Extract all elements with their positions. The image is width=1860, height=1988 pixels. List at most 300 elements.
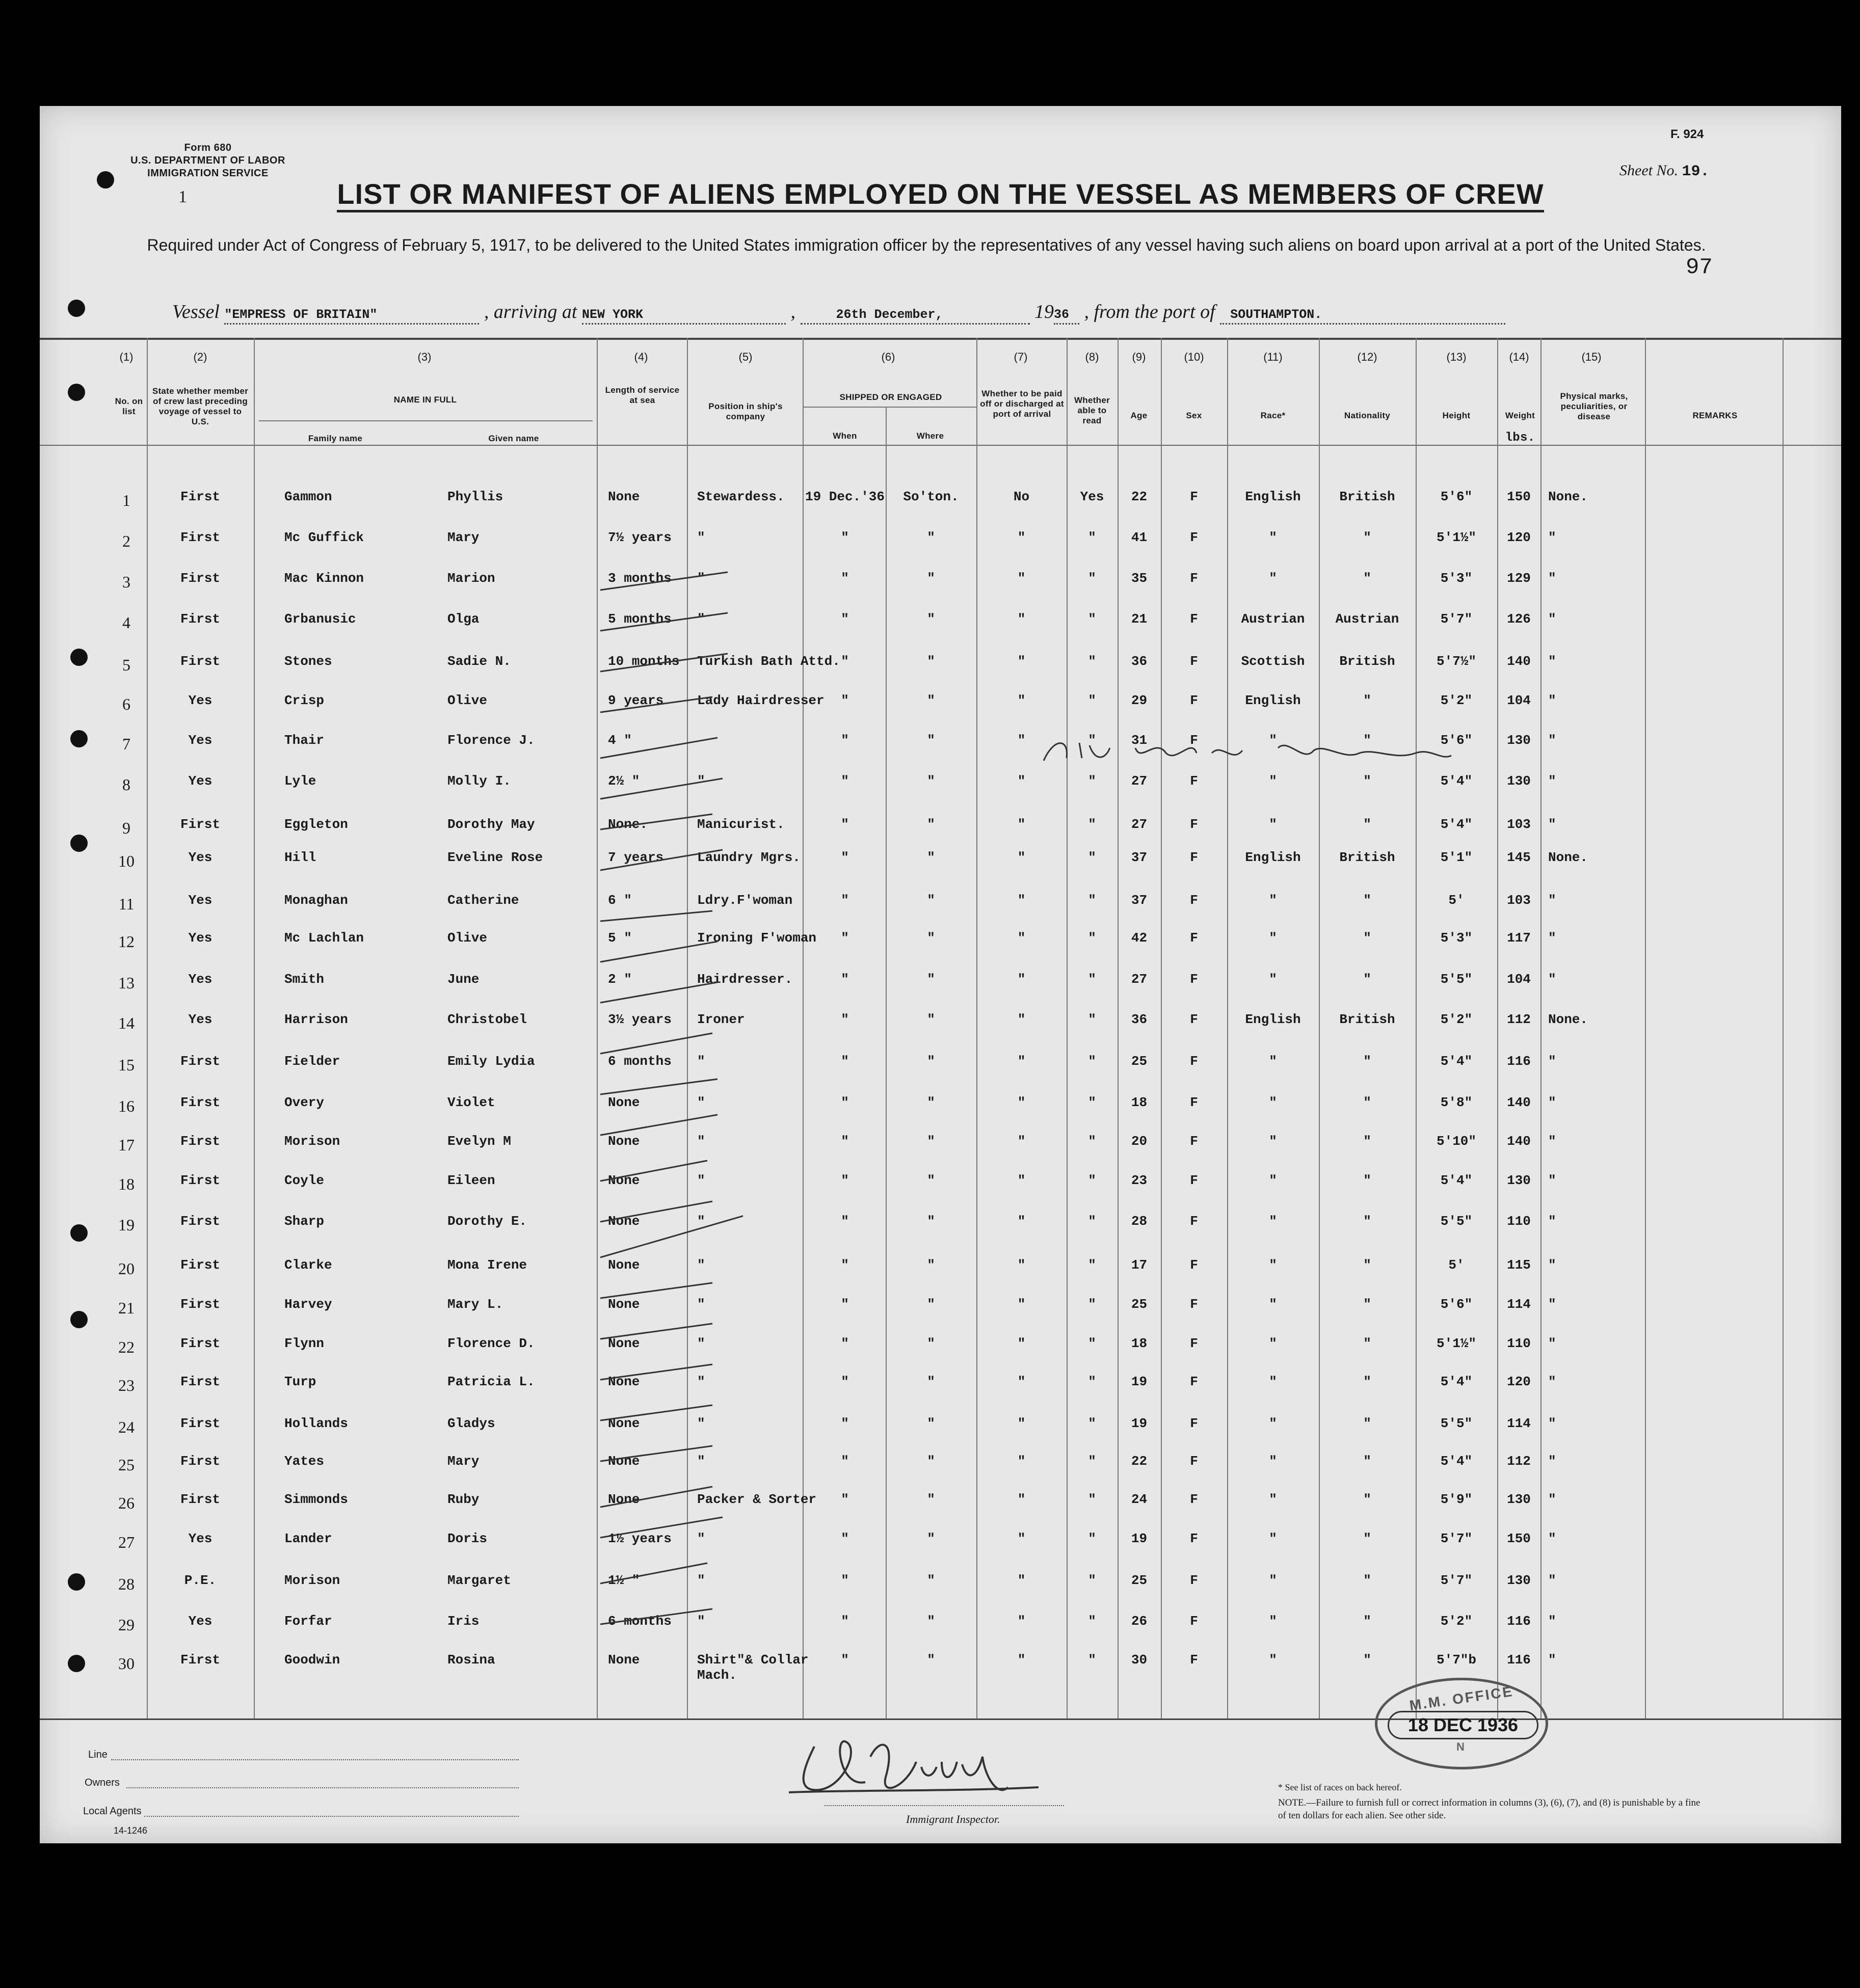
able-to-read-cell: " xyxy=(1088,1012,1096,1027)
crew-status-cell: First xyxy=(180,1374,220,1389)
physical-marks-cell: " xyxy=(1548,1336,1556,1351)
sex-cell: F xyxy=(1190,1492,1198,1507)
weight-cell: 103 xyxy=(1507,893,1531,908)
sex-cell: F xyxy=(1190,489,1198,504)
shipped-when-cell: " xyxy=(841,930,849,946)
position-cell: " xyxy=(697,1297,705,1312)
table-row xyxy=(40,611,1841,642)
year-prefix: 19 xyxy=(1034,301,1054,323)
stamp-bottom: N xyxy=(1456,1740,1467,1753)
column-number: (13) xyxy=(1446,351,1467,363)
physical-marks-cell: " xyxy=(1548,1652,1556,1668)
race-cell: English xyxy=(1245,1012,1301,1027)
physical-marks-cell: " xyxy=(1548,530,1556,545)
family-name-cell: Morison xyxy=(284,1573,340,1588)
physical-marks-cell: " xyxy=(1548,1416,1556,1431)
shipped-when-cell: " xyxy=(841,1454,849,1469)
header-family-name: Family name xyxy=(308,434,363,443)
able-to-read-cell: " xyxy=(1088,1454,1096,1469)
given-name-cell: Phyllis xyxy=(447,489,503,504)
table-row xyxy=(40,530,1841,560)
stamp-office: M.M. OFFICE xyxy=(1408,1683,1514,1714)
form-code: F. 924 xyxy=(1670,127,1704,141)
form-header-left xyxy=(106,142,310,180)
paid-off-cell: " xyxy=(1017,654,1026,669)
line-number: 26 xyxy=(118,1494,135,1512)
footer-star-note: * See list of races on back hereof. xyxy=(1278,1782,1402,1792)
department-name: U.S. DEPARTMENT OF LABOR xyxy=(130,155,285,166)
age-cell: 36 xyxy=(1131,1012,1148,1027)
header-name-in-full: NAME IN FULL xyxy=(393,395,457,405)
family-name-cell: Fielder xyxy=(284,1054,340,1069)
nationality-cell: " xyxy=(1363,972,1371,987)
shipped-when-cell: " xyxy=(841,850,849,865)
weight-cell: 110 xyxy=(1507,1214,1531,1229)
arrival-port: NEW YORK xyxy=(582,307,644,322)
weight-cell: 103 xyxy=(1507,817,1531,832)
crew-status-cell: Yes xyxy=(188,693,212,708)
family-name-cell: Smith xyxy=(284,972,325,987)
footer-form-code: 14-1246 xyxy=(114,1825,148,1836)
weight-cell: 140 xyxy=(1507,1095,1531,1110)
family-name-cell: Flynn xyxy=(284,1336,325,1351)
header-no-on-list: No. on list xyxy=(115,396,143,416)
given-name-cell: Florence D. xyxy=(447,1336,535,1351)
stamp-date: 18 DEC 1936 xyxy=(1388,1711,1538,1739)
table-row xyxy=(40,1012,1841,1042)
position-cell: " xyxy=(697,1257,705,1273)
line-number: 11 xyxy=(118,895,135,913)
age-cell: 27 xyxy=(1131,773,1148,789)
footer-line-label: Line xyxy=(88,1749,108,1760)
race-cell: " xyxy=(1269,1257,1277,1273)
age-cell: 19 xyxy=(1131,1374,1148,1389)
nationality-cell: " xyxy=(1363,1573,1371,1588)
paid-off-cell: " xyxy=(1017,1492,1026,1507)
sex-cell: F xyxy=(1190,1012,1198,1027)
physical-marks-cell: " xyxy=(1548,654,1556,669)
shipped-where-cell: " xyxy=(927,1614,935,1629)
height-cell: 5'3" xyxy=(1440,571,1473,586)
weight-cell: 112 xyxy=(1507,1012,1531,1027)
able-to-read-cell: " xyxy=(1088,1257,1096,1273)
shipped-when-cell: " xyxy=(841,530,849,545)
family-name-cell: Grbanusic xyxy=(284,611,356,627)
able-to-read-cell: " xyxy=(1088,1297,1096,1312)
height-cell: 5'5" xyxy=(1440,1416,1473,1431)
race-cell: " xyxy=(1269,1054,1277,1069)
family-name-cell: Morison xyxy=(284,1134,340,1149)
nationality-cell: " xyxy=(1363,1173,1371,1188)
punch-hole xyxy=(68,300,85,317)
table-row xyxy=(40,1257,1841,1288)
height-cell: 5'3" xyxy=(1440,930,1473,946)
age-cell: 19 xyxy=(1131,1531,1148,1546)
age-cell: 35 xyxy=(1131,571,1148,586)
crew-status-cell: Yes xyxy=(188,1614,212,1629)
family-name-cell: Lyle xyxy=(284,773,316,789)
sex-cell: F xyxy=(1190,1336,1198,1351)
crew-status-cell: Yes xyxy=(188,1012,212,1027)
table-row xyxy=(40,1095,1841,1125)
crew-status-cell: First xyxy=(180,817,220,832)
family-name-cell: Simmonds xyxy=(284,1492,348,1507)
table-row xyxy=(40,817,1841,847)
shipped-when-cell: " xyxy=(841,972,849,987)
service-length-cell: 5 months xyxy=(608,611,672,627)
paid-off-cell: No xyxy=(1013,489,1030,504)
column-number: (9) xyxy=(1132,351,1146,363)
height-cell: 5'7" xyxy=(1440,611,1473,627)
physical-marks-cell: " xyxy=(1548,1573,1556,1588)
physical-marks-cell: " xyxy=(1548,733,1556,748)
given-name-cell: Mary xyxy=(447,530,480,545)
shipped-when-cell: " xyxy=(841,1614,849,1629)
service-length-cell: None xyxy=(608,1454,640,1469)
sex-cell: F xyxy=(1190,693,1198,708)
column-number: (12) xyxy=(1357,351,1377,363)
service-length-cell: 10 months xyxy=(608,654,680,669)
line-number: 22 xyxy=(118,1338,135,1356)
physical-marks-cell: " xyxy=(1548,571,1556,586)
age-cell: 37 xyxy=(1131,850,1148,865)
shipped-where-cell: " xyxy=(927,850,935,865)
table-row xyxy=(40,489,1841,520)
position-cell: Ironing F'woman xyxy=(697,930,817,946)
age-cell: 29 xyxy=(1131,693,1148,708)
race-cell: English xyxy=(1245,850,1301,865)
vessel-line: Vessel "EMPRESS OF BRITAIN" , arriving at NEW YORK , 26th December, 1936 , from the port of SOUTHAMPTON. xyxy=(172,301,1701,325)
able-to-read-cell: " xyxy=(1088,1095,1096,1110)
service-length-cell: None xyxy=(608,1173,640,1188)
crew-status-cell: Yes xyxy=(188,893,212,908)
height-cell: 5'4" xyxy=(1440,1374,1473,1389)
punch-hole xyxy=(68,384,85,401)
table-row xyxy=(40,1297,1841,1327)
service-length-cell: None xyxy=(608,1374,640,1389)
paid-off-cell: " xyxy=(1017,930,1026,946)
age-cell: 21 xyxy=(1131,611,1148,627)
form-number: Form 680 xyxy=(184,142,232,153)
shipped-when-cell: " xyxy=(841,1134,849,1149)
given-name-cell: Mary L. xyxy=(447,1297,503,1312)
crew-status-cell: First xyxy=(180,1416,220,1431)
weight-cell: 120 xyxy=(1507,1374,1531,1389)
shipped-when-cell: " xyxy=(841,1173,849,1188)
age-cell: 22 xyxy=(1131,489,1148,504)
physical-marks-cell: " xyxy=(1548,693,1556,708)
age-cell: 31 xyxy=(1131,733,1148,748)
nationality-cell: " xyxy=(1363,1257,1371,1273)
position-cell: " xyxy=(697,1095,705,1110)
crew-status-cell: First xyxy=(180,611,220,627)
able-to-read-cell: " xyxy=(1088,1416,1096,1431)
table-row xyxy=(40,1652,1841,1683)
table-row xyxy=(40,1416,1841,1446)
shipped-where-cell: " xyxy=(927,930,935,946)
table-top-rule xyxy=(40,338,1841,340)
race-cell: " xyxy=(1269,1614,1277,1629)
paid-off-cell: " xyxy=(1017,1134,1026,1149)
crew-status-cell: P.E. xyxy=(184,1573,217,1588)
line-number: 6 xyxy=(122,695,130,713)
nationality-cell: British xyxy=(1339,1012,1395,1027)
table-row xyxy=(40,1531,1841,1562)
height-cell: 5'4" xyxy=(1440,1054,1473,1069)
paid-off-cell: " xyxy=(1017,693,1026,708)
family-name-cell: Mac Kinnon xyxy=(284,571,364,586)
nationality-cell: " xyxy=(1363,733,1371,748)
given-name-cell: Catherine xyxy=(447,893,519,908)
physical-marks-cell: " xyxy=(1548,1492,1556,1507)
physical-marks-cell: " xyxy=(1548,817,1556,832)
race-cell: " xyxy=(1269,1652,1277,1668)
height-cell: 5'5" xyxy=(1440,972,1473,987)
paid-off-cell: " xyxy=(1017,773,1026,789)
weight-cell: 130 xyxy=(1507,1492,1531,1507)
shipped-when-cell: " xyxy=(841,1054,849,1069)
physical-marks-cell: " xyxy=(1548,1214,1556,1229)
crew-status-cell: Yes xyxy=(188,1531,212,1546)
line-number: 14 xyxy=(118,1014,135,1032)
family-name-cell: Mc Guffick xyxy=(284,530,364,545)
shipped-when-cell: " xyxy=(841,611,849,627)
nationality-cell: British xyxy=(1339,489,1395,504)
shipped-when-cell: " xyxy=(841,1531,849,1546)
able-to-read-cell: " xyxy=(1088,1374,1096,1389)
header-nationality: Nationality xyxy=(1344,411,1391,420)
race-cell: " xyxy=(1269,1454,1277,1469)
age-cell: 37 xyxy=(1131,893,1148,908)
height-cell: 5'7" xyxy=(1440,1573,1473,1588)
footer-owners-rule xyxy=(126,1787,519,1788)
physical-marks-cell: " xyxy=(1548,1257,1556,1273)
crew-status-cell: First xyxy=(180,571,220,586)
nationality-cell: " xyxy=(1363,817,1371,832)
column-number: (10) xyxy=(1184,351,1204,363)
given-name-cell: Olive xyxy=(447,930,488,946)
line-number: 25 xyxy=(118,1456,135,1474)
position-cell: Turkish Bath Attd. xyxy=(697,654,840,669)
weight-cell: 130 xyxy=(1507,1573,1531,1588)
paid-off-cell: " xyxy=(1017,1297,1026,1312)
service-length-cell: 3½ years xyxy=(608,1012,672,1027)
service-length-cell: 2 " xyxy=(608,972,632,987)
inspector-signature xyxy=(784,1726,1049,1803)
crew-status-cell: First xyxy=(180,489,220,504)
height-cell: 5'7½" xyxy=(1436,654,1476,669)
sex-cell: F xyxy=(1190,1416,1198,1431)
shipped-where-cell: " xyxy=(927,733,935,748)
line-number: 7 xyxy=(122,735,130,753)
age-cell: 26 xyxy=(1131,1614,1148,1629)
weight-cell: 116 xyxy=(1507,1652,1531,1668)
shipped-when-cell: " xyxy=(841,1257,849,1273)
position-cell: " xyxy=(697,1134,705,1149)
shipped-where-cell: " xyxy=(927,1173,935,1188)
paid-off-cell: " xyxy=(1017,1416,1026,1431)
column-number: (11) xyxy=(1263,351,1283,363)
departure-port: SOUTHAMPTON. xyxy=(1230,307,1322,322)
able-to-read-cell: " xyxy=(1088,817,1096,832)
family-name-cell: Stones xyxy=(284,654,332,669)
shipped-when-cell: " xyxy=(841,654,849,669)
position-cell: " xyxy=(697,530,705,545)
line-number: 15 xyxy=(118,1056,135,1074)
family-name-cell: Harvey xyxy=(284,1297,332,1312)
race-cell: " xyxy=(1269,972,1277,987)
nationality-cell: " xyxy=(1363,1336,1371,1351)
family-name-cell: Sharp xyxy=(284,1214,325,1229)
position-cell: " xyxy=(697,611,705,627)
document-subtitle: Required under Act of Congress of February 5, 1917, to be delivered to the United States immigration officer by the representatives of any vessel having such aliens on board upon arrival at a port of the United States. xyxy=(147,236,1706,254)
table-row xyxy=(40,1614,1841,1644)
height-cell: 5'2" xyxy=(1440,1012,1473,1027)
weight-cell: 129 xyxy=(1507,571,1531,586)
height-cell: 5'1½" xyxy=(1436,1336,1476,1351)
weight-cell: 126 xyxy=(1507,611,1531,627)
shipped-where-cell: " xyxy=(927,1573,935,1588)
column-number: (8) xyxy=(1085,351,1099,363)
paid-off-cell: " xyxy=(1017,1214,1026,1229)
family-name-cell: Hill xyxy=(284,850,316,865)
race-cell: " xyxy=(1269,1573,1277,1588)
service-length-cell: None xyxy=(608,1492,640,1507)
physical-marks-cell: " xyxy=(1548,1054,1556,1069)
age-cell: 36 xyxy=(1131,654,1148,669)
paid-off-cell: " xyxy=(1017,1614,1026,1629)
column-number: (14) xyxy=(1509,351,1529,363)
given-name-cell: Christobel xyxy=(447,1012,527,1027)
service-length-cell: None xyxy=(608,1214,640,1229)
document-title xyxy=(40,177,1841,210)
table-row xyxy=(40,1214,1841,1244)
given-name-cell: Margaret xyxy=(447,1573,511,1588)
position-cell: Manicurist. xyxy=(697,817,785,832)
office-stamp xyxy=(1375,1678,1548,1769)
column-number: (2) xyxy=(193,351,207,363)
line-number: 8 xyxy=(122,775,130,794)
given-name-cell: Mona Irene xyxy=(447,1257,527,1273)
given-name-cell: Marion xyxy=(447,571,495,586)
height-cell: 5' xyxy=(1448,1257,1465,1273)
nationality-cell: Austrian xyxy=(1335,611,1399,627)
line-number: 13 xyxy=(118,974,135,992)
weight-cell: 114 xyxy=(1507,1297,1531,1312)
table-row xyxy=(40,1173,1841,1203)
given-name-cell: Dorothy E. xyxy=(447,1214,527,1229)
table-bottom-rule xyxy=(40,1718,1841,1720)
age-cell: 28 xyxy=(1131,1214,1148,1229)
race-cell: " xyxy=(1269,1492,1277,1507)
table-row xyxy=(40,1054,1841,1084)
service-length-cell: 5 " xyxy=(608,930,632,946)
service-length-cell: 6 months xyxy=(608,1054,672,1069)
able-to-read-cell: " xyxy=(1088,571,1096,586)
shipped-where-cell: " xyxy=(927,571,935,586)
paid-off-cell: " xyxy=(1017,1531,1026,1546)
nationality-cell: " xyxy=(1363,1054,1371,1069)
shipped-where-cell: " xyxy=(927,654,935,669)
able-to-read-cell: " xyxy=(1088,893,1096,908)
weight-cell: 114 xyxy=(1507,1416,1531,1431)
table-row xyxy=(40,972,1841,1002)
position-cell: Packer & Sorter xyxy=(697,1492,817,1507)
table-row xyxy=(40,1492,1841,1522)
given-name-cell: Gladys xyxy=(447,1416,495,1431)
paid-off-cell: " xyxy=(1017,571,1026,586)
sex-cell: F xyxy=(1190,1374,1198,1389)
position-cell: " xyxy=(697,1454,705,1469)
header-sex: Sex xyxy=(1186,411,1202,420)
physical-marks-cell: " xyxy=(1548,1454,1556,1469)
given-name-cell: Patricia L. xyxy=(447,1374,535,1389)
table-row xyxy=(40,930,1841,961)
physical-marks-cell: " xyxy=(1548,893,1556,908)
service-length-cell: 1½ years xyxy=(608,1531,672,1546)
age-cell: 25 xyxy=(1131,1054,1148,1069)
given-name-cell: Mary xyxy=(447,1454,480,1469)
family-name-cell: Forfar xyxy=(284,1614,332,1629)
shipped-when-cell: " xyxy=(841,1214,849,1229)
nationality-cell: " xyxy=(1363,1416,1371,1431)
crew-status-cell: First xyxy=(180,1095,220,1110)
able-to-read-cell: " xyxy=(1088,1054,1096,1069)
weight-cell: 150 xyxy=(1507,1531,1531,1546)
position-cell: Shirt"& Collar Mach. xyxy=(697,1652,809,1683)
line-number: 16 xyxy=(118,1097,135,1115)
inspector-rule xyxy=(825,1805,1064,1806)
table-row xyxy=(40,1134,1841,1164)
manifest-sheet xyxy=(40,106,1841,1843)
shipped-where-cell: " xyxy=(927,1054,935,1069)
nationality-cell: " xyxy=(1363,1454,1371,1469)
crew-status-cell: Yes xyxy=(188,930,212,946)
sex-cell: F xyxy=(1190,1652,1198,1668)
given-name-cell: Eveline Rose xyxy=(447,850,543,865)
position-cell: " xyxy=(697,1336,705,1351)
line-number: 18 xyxy=(118,1175,135,1193)
race-cell: " xyxy=(1269,1095,1277,1110)
sex-cell: F xyxy=(1190,654,1198,669)
race-cell: Scottish xyxy=(1241,654,1305,669)
sex-cell: F xyxy=(1190,1614,1198,1629)
service-length-cell: None xyxy=(608,1095,640,1110)
weight-cell: 115 xyxy=(1507,1257,1531,1273)
service-length-cell: 4 " xyxy=(608,733,632,748)
inspector-label: Immigrant Inspector. xyxy=(906,1813,1000,1825)
line-number: 5 xyxy=(122,656,130,674)
shipped-where-cell: " xyxy=(927,1336,935,1351)
sex-cell: F xyxy=(1190,1214,1198,1229)
family-name-cell: Monaghan xyxy=(284,893,348,908)
shipped-when-cell: " xyxy=(841,571,849,586)
weight-cell: 130 xyxy=(1507,733,1531,748)
sex-cell: F xyxy=(1190,773,1198,789)
race-cell: " xyxy=(1269,1214,1277,1229)
service-length-cell: 7½ years xyxy=(608,530,672,545)
crew-status-cell: Yes xyxy=(188,733,212,748)
shipped-when-cell: " xyxy=(841,773,849,789)
table-row xyxy=(40,1454,1841,1484)
nationality-cell: British xyxy=(1339,850,1395,865)
service-length-cell: None xyxy=(608,1134,640,1149)
header-age: Age xyxy=(1130,411,1148,420)
title-text: LIST OR MANIFEST OF ALIENS EMPLOYED ON THE VESSEL AS MEMBERS OF CREW xyxy=(337,178,1544,212)
table-row xyxy=(40,773,1841,804)
sheet-value: 19. xyxy=(1682,163,1710,180)
header-remarks: REMARKS xyxy=(1692,411,1738,420)
